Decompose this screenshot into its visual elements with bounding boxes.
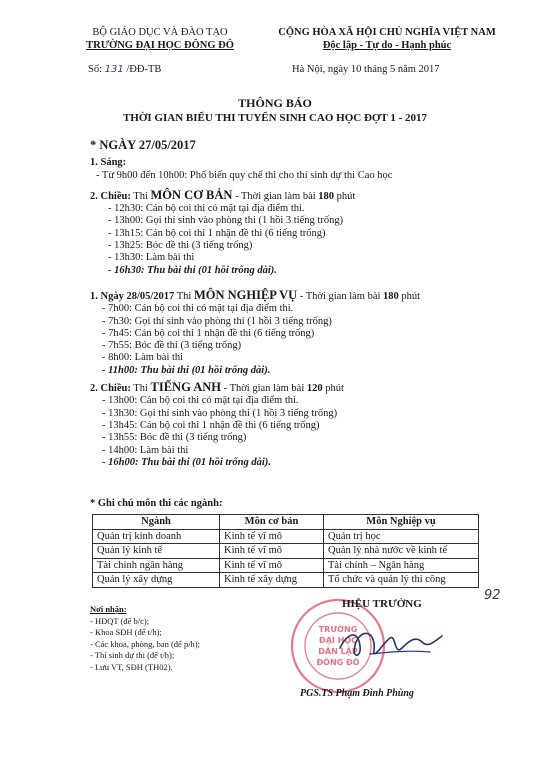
subject-name: MÔN NGHIỆP VỤ <box>193 288 298 302</box>
list-item: - 13h55: Bóc đề thi (3 tiếng trống) <box>102 432 247 444</box>
list-item-end: - 16h00: Thu bài thi (01 hồi trống dài). <box>102 456 271 468</box>
recipients-block <box>90 604 200 673</box>
list-item: - 7h30: Gọi thí sinh vào phòng thi (1 hồi 3 tiếng trống) <box>102 315 332 327</box>
list-item: - 13h00: Cán bộ coi thi có mặt tại địa điểm thi. <box>102 395 299 407</box>
table-cell: Kinh tế vĩ mô <box>220 558 324 573</box>
table-cell: Kinh tế xây dựng <box>220 573 324 588</box>
document-number: Số: 131 /ĐĐ-TB <box>88 64 162 75</box>
svg-text:TRƯỜNG: TRƯỜNG <box>318 625 358 634</box>
issuer-block <box>60 26 260 52</box>
table-cell: Quản trị học <box>324 529 479 544</box>
issue-date: Hà Nội, ngày 10 tháng 5 năm 2017 <box>292 64 440 75</box>
table-row <box>93 558 479 573</box>
table-row <box>93 544 479 559</box>
table-cell: Tài chính – Ngân hàng <box>324 558 479 573</box>
svg-text:ĐẠI HỌC: ĐẠI HỌC <box>318 636 358 645</box>
list-item: - Từ 9h00 đến 10h00: Phổ biến quy chế thi cho thí sinh dự thi Cao học <box>96 169 393 181</box>
table-row <box>93 529 479 544</box>
recipient-item: - Thí sinh dự thi (để t/h); <box>90 650 175 660</box>
table-cell: Quản lý kinh tế <box>93 544 220 559</box>
column-header: Ngành <box>93 515 220 530</box>
table-cell: Tổ chức và quản lý thi công <box>324 573 479 588</box>
day1-section <box>90 139 392 277</box>
signer-title: HIỆU TRƯỞNG <box>342 598 422 610</box>
column-header: Môn Nghiệp vụ <box>324 515 479 530</box>
list-item: - 13h45: Cán bộ coi thi 1 nhận đề thi (6 tiếng trống) <box>102 419 320 431</box>
duration-value: 180 <box>318 190 335 202</box>
list-item: - 7h00: Cán bộ coi thi có mặt tại địa điểm thi. <box>102 303 294 315</box>
svg-text:ĐÔNG ĐÔ: ĐÔNG ĐÔ <box>316 658 360 667</box>
document-title: THÔNG BÁO <box>238 96 312 110</box>
duration-value: 120 <box>306 383 323 395</box>
table-cell: Kinh tế vĩ mô <box>220 544 324 559</box>
national-motto: Độc lập - Tự do - Hạnh phúc <box>322 40 452 51</box>
table-cell: Quản lý nhà nước về kinh tế <box>324 544 479 559</box>
subject-name: TIẾNG ANH <box>150 380 222 395</box>
list-item: - 13h00: Gọi thí sinh vào phòng thi (1 hồi 3 tiếng trống) <box>108 215 344 227</box>
day2-section <box>90 289 420 469</box>
table-header-row <box>93 515 479 530</box>
list-item-end: - 11h00: Thu bài thi (01 hồi trống dài). <box>102 364 271 376</box>
svg-text:DÂN LẬP: DÂN LẬP <box>318 647 358 656</box>
document-subtitle: THỜI GIAN BIỂU THI TUYỂN SINH CAO HỌC ĐỢT 1 - 2017 <box>122 112 428 124</box>
table-cell: Quản trị kinh doanh <box>93 529 220 544</box>
university-name: TRƯỜNG ĐẠI HỌC ĐÔNG ĐÔ <box>86 40 234 51</box>
day1-afternoon-list <box>90 203 392 277</box>
handwritten-signature <box>330 612 450 672</box>
list-item: - 13h30: Làm bài thi <box>108 252 195 264</box>
day1-morning-list <box>90 170 392 182</box>
ministry-name: BỘ GIÁO DỤC VÀ ĐÀO TẠO <box>92 27 228 38</box>
recipient-item: - Khoa SĐH (để t/h); <box>90 627 162 637</box>
table-cell: Tài chính ngân hàng <box>93 558 220 573</box>
recipient-item: - HĐQT (để b/c); <box>90 615 150 626</box>
notes-heading: * Ghi chú môn thi các ngành: <box>90 498 223 509</box>
subjects-table <box>92 514 479 588</box>
recipient-item: - Các khoa, phòng, ban (để p/h); <box>90 638 200 649</box>
list-item: - 8h00: Làm bài thi <box>102 352 184 364</box>
list-item: - 7h55: Bóc đề thi (3 tiếng trống) <box>102 340 242 352</box>
recipients-title: Nơi nhận: <box>90 604 127 614</box>
day1-afternoon-header: 2. Chiều: Thi MÔN CƠ BẢN - Thời gian làm bài 180 phút <box>90 187 356 202</box>
list-item: - 14h00: Làm bài thi <box>102 444 189 456</box>
day2-afternoon-list <box>90 395 420 469</box>
table-cell: Quản lý xây dựng <box>93 573 220 588</box>
day2-morning-header: 1. Ngày 28/05/2017 Thi MÔN NGHIỆP VỤ - Thời gian làm bài 180 phút <box>90 288 421 302</box>
national-title-block <box>252 26 522 52</box>
list-item: - 13h25: Bóc đề thi (3 tiếng trống) <box>108 240 253 252</box>
handwritten-mark: 92 <box>484 588 501 603</box>
handwritten-number: 131 <box>104 64 124 75</box>
country-name: CỘNG HÒA XÃ HỘI CHỦ NGHĨA VIỆT NAM <box>278 27 496 38</box>
day2-afternoon-header: 2. Chiều: Thi TIẾNG ANH - Thời gian làm bài 120 phút <box>90 380 344 395</box>
list-item: - 13h30: Gọi thí sinh vào phòng thi (1 hồi 3 tiếng trống) <box>102 407 338 419</box>
recipient-item: - Lưu VT, SĐH (TH02). <box>90 661 173 672</box>
list-item: - 13h15: Cán bộ coi thi 1 nhận đề thi (6 tiếng trống) <box>108 227 326 239</box>
table-cell: Kinh tế vĩ mô <box>220 529 324 544</box>
subject-name: MÔN CƠ BẢN <box>150 187 233 202</box>
day1-heading: * NGÀY 27/05/2017 <box>90 138 196 152</box>
column-header: Môn cơ bản <box>220 515 324 530</box>
list-item: - 7h45: Cán bộ coi thi 1 nhận đề thi (6 tiếng trống) <box>102 327 315 339</box>
table-row <box>93 573 479 588</box>
day2-morning-list <box>90 303 420 377</box>
duration-value: 180 <box>383 291 399 302</box>
signer-name: PGS.TS Phạm Đình Phùng <box>300 688 414 699</box>
list-item: - 12h30: Cán bộ coi thi có mặt tại địa điểm thi. <box>108 203 305 215</box>
list-item-end: - 16h30: Thu bài thi (01 hồi trống dài). <box>108 264 277 276</box>
day1-morning-label: 1. Sáng: <box>90 157 127 169</box>
